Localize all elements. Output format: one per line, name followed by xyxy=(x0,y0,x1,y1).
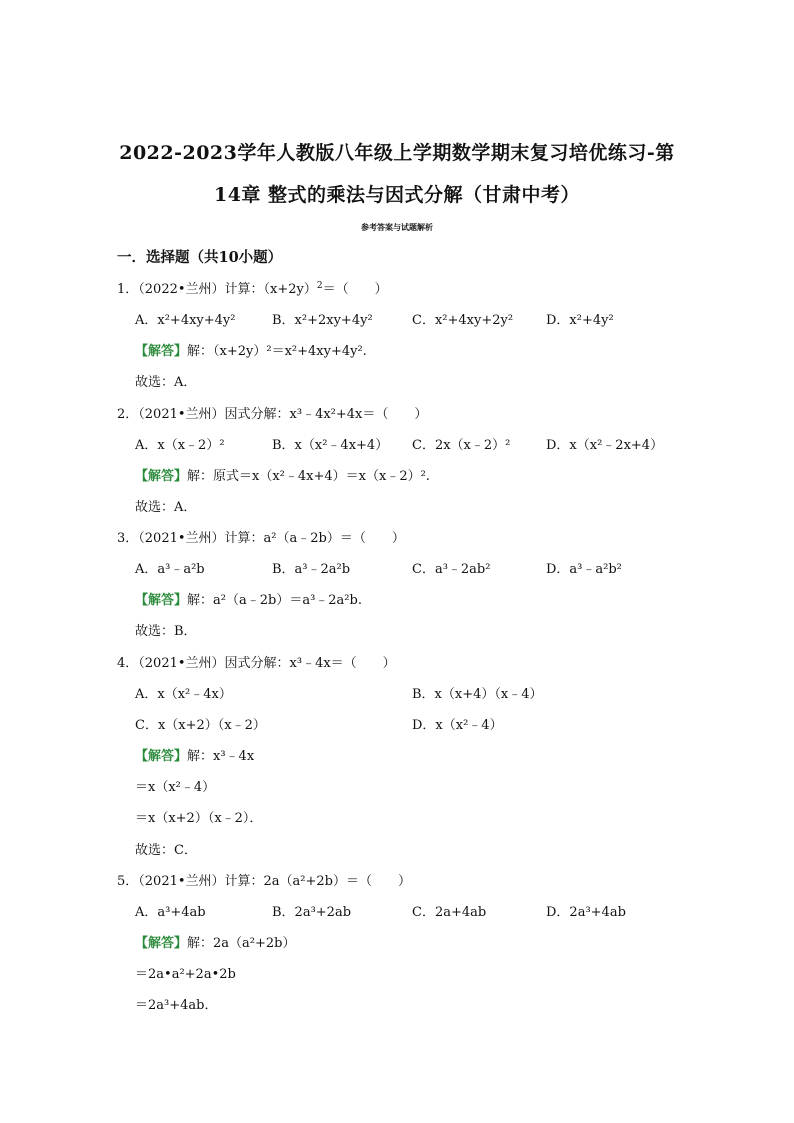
answer-tag: 【解答】 xyxy=(135,936,188,951)
question-3-option-b: B．a³﹣2a²b xyxy=(272,562,351,577)
question-1-stem-suffix: ＝（ ） xyxy=(322,282,388,297)
answer-tag: 【解答】 xyxy=(135,469,188,484)
question-5-step-1: 解：2a（a²+2b） xyxy=(187,936,296,951)
question-4-step-2: ＝x（x²﹣4） xyxy=(135,780,216,795)
question-2-solution-text: 解：原式＝x（x²﹣4x+4）＝x（x﹣2）². xyxy=(187,469,430,484)
question-1-option-c: C．x²+4xy+2y² xyxy=(412,313,514,328)
question-4-option-a: A．x（x²﹣4x） xyxy=(135,687,232,702)
question-2-option-a: A．x（x﹣2）² xyxy=(135,438,225,453)
question-1-stem-prefix: 1．（2022•兰州）计算：（x+2y） xyxy=(117,282,317,297)
question-3-solution-text: 解：a²（a﹣2b）＝a³﹣2a²b. xyxy=(187,593,362,608)
document-title-line-2: 14章 整式的乘法与因式分解（甘肃中考） xyxy=(213,184,581,206)
question-5-solution xyxy=(135,935,296,953)
section-heading: 一．选择题（共10小题） xyxy=(117,249,283,266)
question-2-solution xyxy=(135,468,430,486)
question-5-step-2: ＝2a•a²+2a•2b xyxy=(135,967,236,982)
question-2-option-b: B．x（x²﹣4x+4） xyxy=(272,438,389,453)
question-5-option-d: D．2a³+4ab xyxy=(546,905,626,920)
question-3-option-a: A．a³﹣a²b xyxy=(135,562,205,577)
question-4-step-3: ＝x（x+2）（x﹣2）． xyxy=(135,811,263,826)
question-4-option-c: C．x（x+2）（x﹣2） xyxy=(135,718,266,733)
question-1-option-a: A．x²+4xy+4y² xyxy=(135,313,236,328)
question-3-option-d: D．a³﹣a²b² xyxy=(546,562,622,577)
answer-tag: 【解答】 xyxy=(135,593,188,608)
question-1-stem-exponent: 2 xyxy=(316,281,323,291)
question-5-step-3: ＝2a³+4ab． xyxy=(135,998,218,1013)
document-subtitle: 参考答案与试题解析 xyxy=(361,222,433,232)
question-1-solution-text: 解：（x+2y）²＝x²+4xy+4y². xyxy=(187,344,367,359)
question-5-option-b: B．2a³+2ab xyxy=(272,905,352,920)
question-1-choice: 故选：A． xyxy=(135,375,197,390)
question-4-step-1: 解：x³﹣4x xyxy=(187,749,255,764)
question-4-choice: 故选：C． xyxy=(135,843,197,858)
question-4-option-b: B．x（x+4）（x﹣4） xyxy=(412,687,543,702)
question-5-option-c: C．2a+4ab xyxy=(412,905,487,920)
question-3-option-c: C．a³﹣2ab² xyxy=(412,562,491,577)
question-1-stem xyxy=(117,281,388,299)
question-2-option-d: D．x（x²﹣2x+4） xyxy=(546,438,664,453)
question-4-stem: 4．（2021•兰州）因式分解：x³﹣4x＝（ ） xyxy=(117,656,396,671)
question-3-stem: 3．（2021•兰州）计算：a²（a﹣2b）＝（ ） xyxy=(117,531,405,546)
document-title-line-1: 2022-2023学年人教版八年级上学期数学期末复习培优练习-第 xyxy=(119,142,675,164)
question-1-option-b: B．x²+2xy+4y² xyxy=(272,313,373,328)
question-5-option-a: A．a³+4ab xyxy=(135,905,206,920)
question-2-option-c: C．2x（x﹣2）² xyxy=(412,438,511,453)
answer-tag: 【解答】 xyxy=(135,749,188,764)
question-3-solution xyxy=(135,592,362,610)
question-2-choice: 故选：A． xyxy=(135,500,197,515)
question-1-option-d: D．x²+4y² xyxy=(546,313,614,328)
question-5-stem: 5．（2021•兰州）计算：2a（a²+2b）＝（ ） xyxy=(117,874,411,889)
question-1-solution xyxy=(135,343,367,361)
question-4-option-d: D．x（x²﹣4） xyxy=(412,718,503,733)
question-4-solution xyxy=(135,748,254,766)
question-3-choice: 故选：B． xyxy=(135,624,197,639)
question-2-stem: 2．（2021•兰州）因式分解：x³﹣4x²+4x＝（ ） xyxy=(117,407,428,422)
answer-tag: 【解答】 xyxy=(135,344,188,359)
